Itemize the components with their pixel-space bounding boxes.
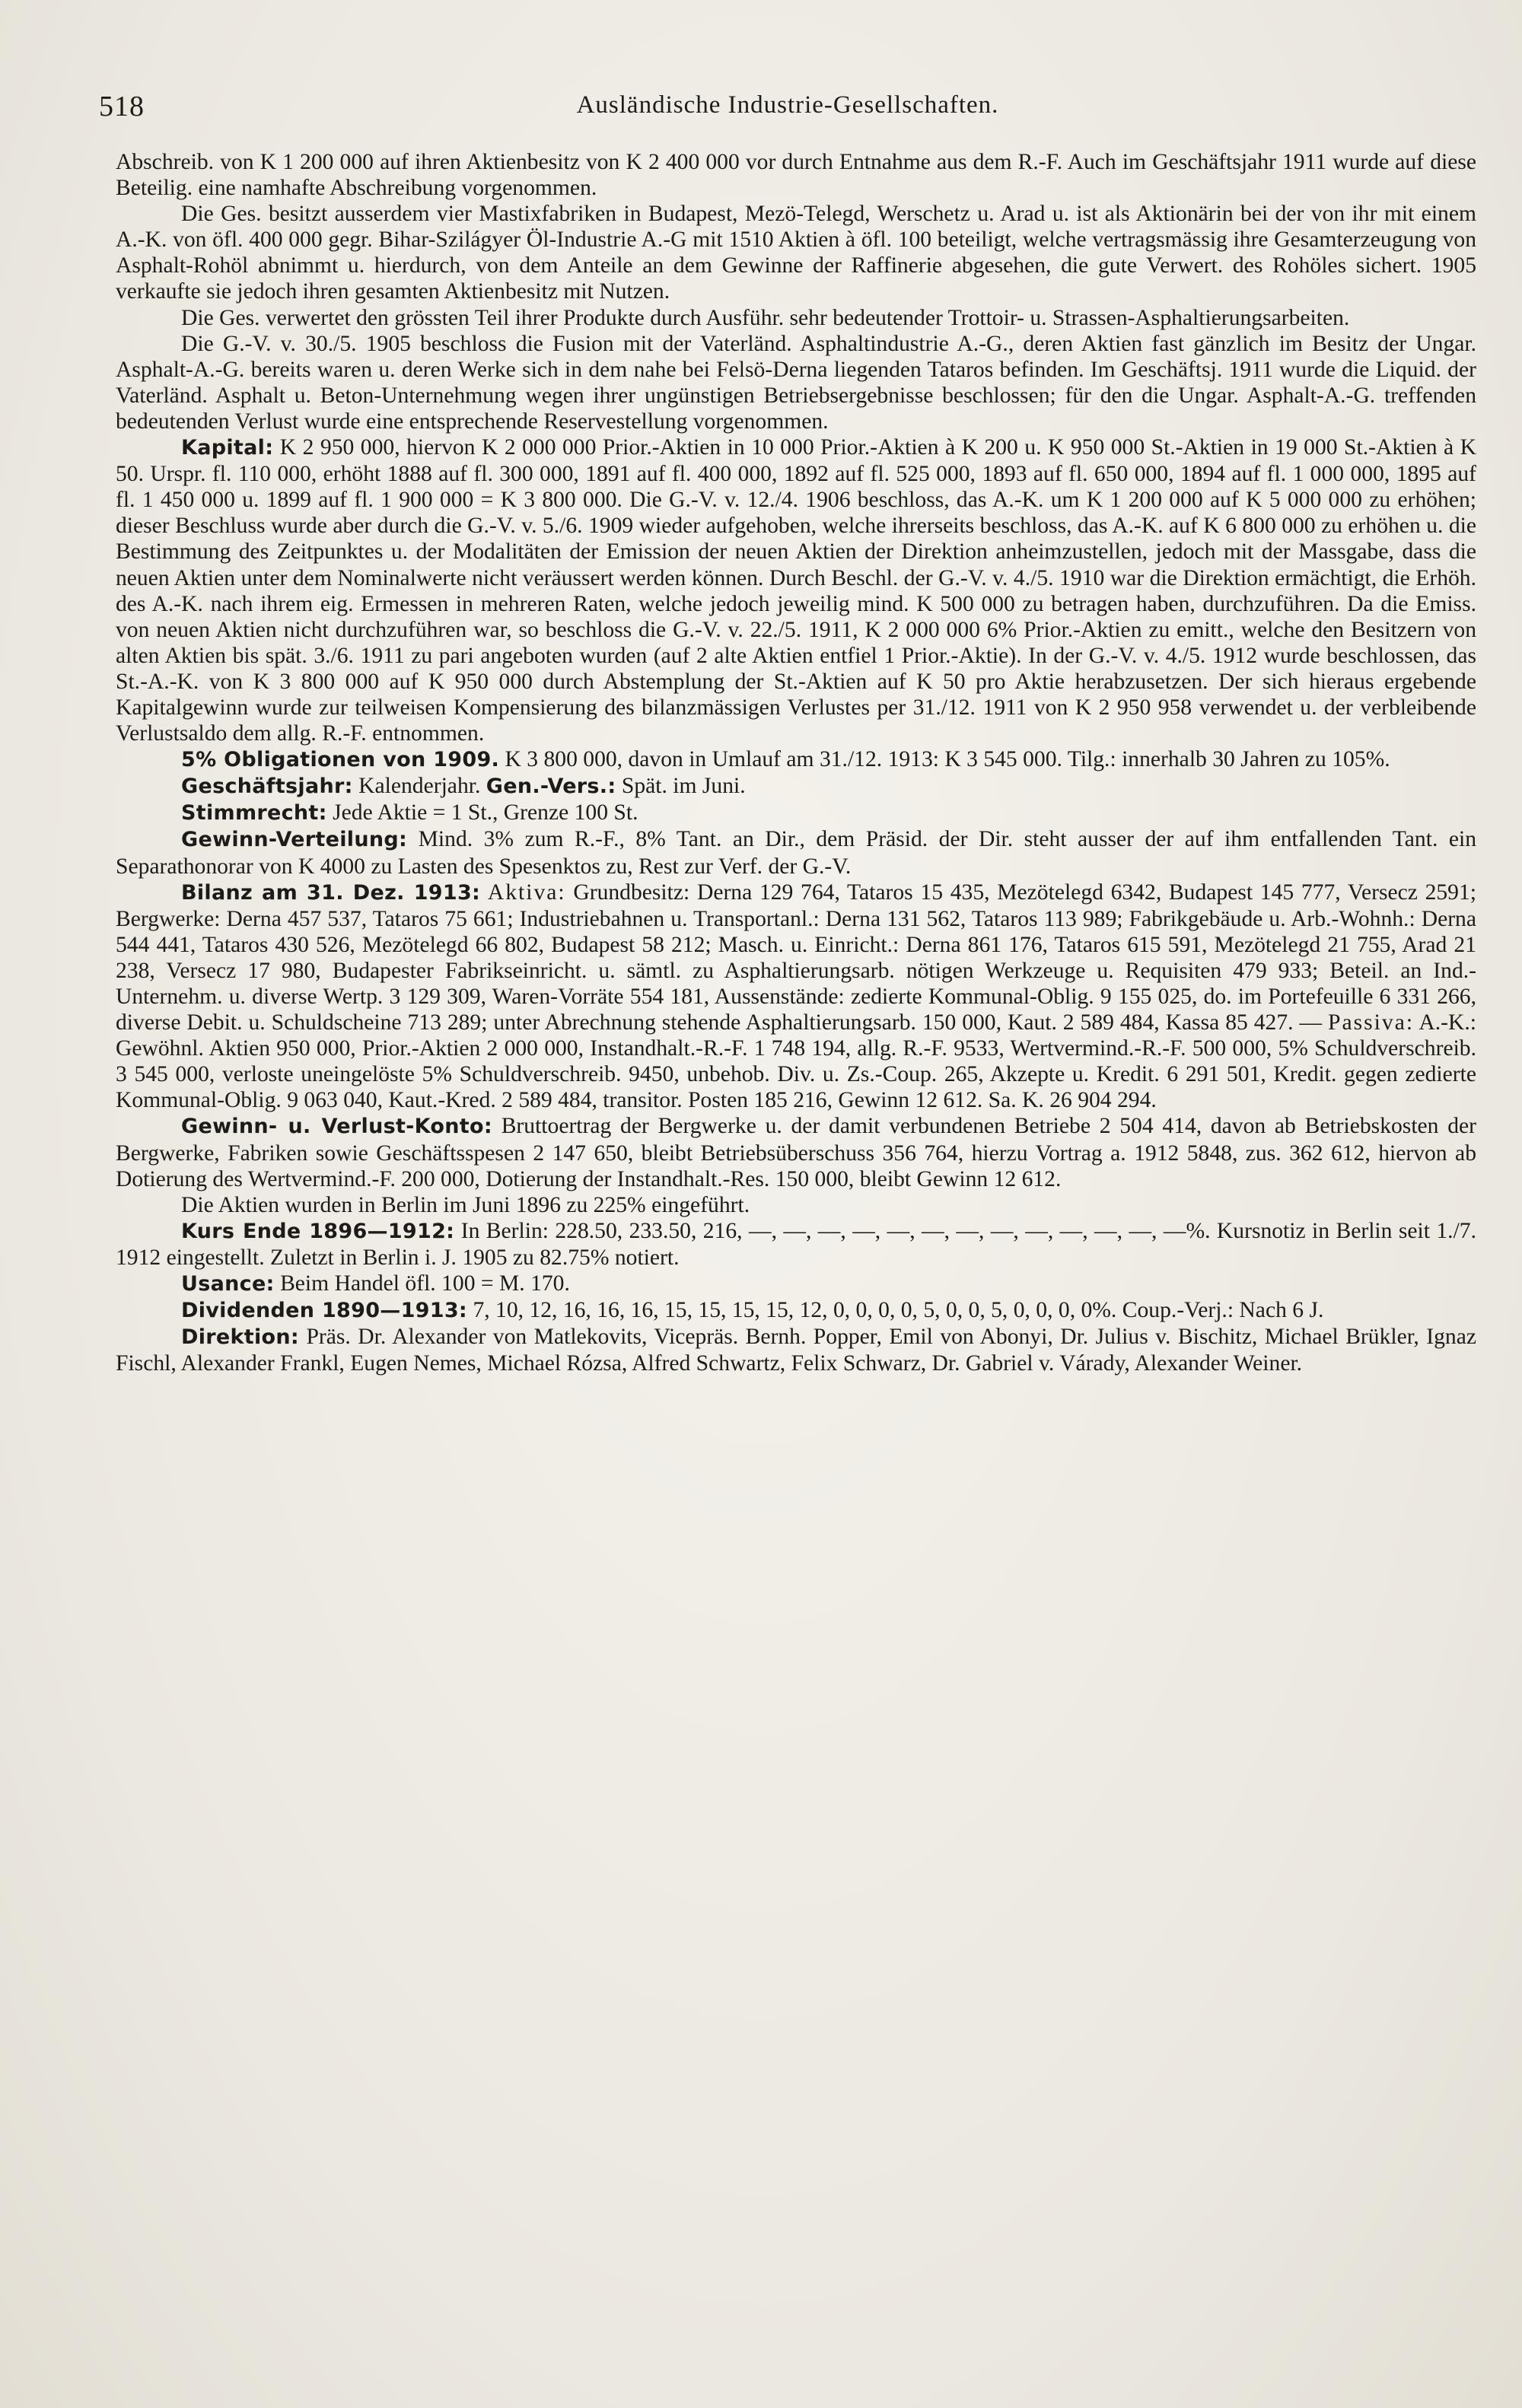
obligationen-text: K 3 800 000, davon in Umlauf am 31./12. 1913: K 3 545 000. Tilg.: innerhalb 30 Jahren zu 105%.	[505, 747, 1390, 772]
kapital-text: K 2 950 000, hiervon K 2 000 000 Prior.-Aktien in 10 000 Prior.-Aktien à K 200 u. K 950 000 St.-Aktien in 19 000 St.-Aktien à K 50. Urspr. fl. 110 000, erhöht 1888 auf fl. 300 000, 1891 auf fl. 400 000, 1892 auf fl. 525 000, 1893 auf fl. 650 000, 1894 auf fl. 1 000 000, 1895 auf fl. 1 450 000 u. 1899 auf fl. 1 900 000 = K 3 800 000. Die G.-V. v. 12./4. 1906 beschloss, das A.-K. um K 1 200 000 auf K 5 000 000 zu erhöhen; dieser Beschluss wurde aber durch die G.-V. v. 5./6. 1909 wieder aufgehoben, welche ihrerseits beschloss, das A.-K. auf K 6 800 000 zu erhöhen u. die Bestimmung des Zeitpunktes u. der Modalitäten der Emission der neuen Aktien der Direktion anheimzustellen, jedoch mit der Massgabe, dass die neuen Aktien unter dem Nominalwerte nicht veräussert werden können. Durch Beschl. der G.-V. v. 4./5. 1910 war die Direktion ermächtigt, die Erhöh. des A.-K. nach ihrem eig. Ermessen in mehreren Raten, welche jedoch jeweilig mind. K 500 000 zu betragen haben, durchzuführen. Da die Emiss. von neuen Aktien nicht durchzuführen war, so beschloss die G.-V. v. 22./5. 1911, K 2 000 000 6% Prior.-Aktien zu emitt., welche den Besitzern von alten Aktien bis spät. 3./6. 1911 zu pari angeboten wurden (auf 2 alte Aktien entfiel 1 Prior.-Aktie). In der G.-V. v. 4./5. 1912 wurde beschlossen, das St.-A.-K. von K 3 800 000 auf K 950 000 durch Abstemplung der St.-Aktien auf K 50 pro Aktie herabzusetzen. Der sich hieraus ergebende Kapitalgewinn wurde zur teilweisen Kompensierung des bilanzmässigen Verlustes per 31./12. 1911 von K 2 950 958 verwendet u. der verbleibende Verlustsaldo dem allg. R.-F. entnommen.	[116, 435, 1476, 746]
section-gewinn-verteilung	[116, 826, 1476, 879]
gewinn-verlust-text: Bruttoertrag der Bergwerke u. der damit verbundenen Betriebe 2 504 414, davon ab Betriebskosten der Bergwerke, Fabriken sowie Geschäftsspesen 2 147 650, bleibt Betriebsüberschuss 356 764, hierzu Vortrag a. 1912 5848, zus. 362 612, hiervon ab Dotierung des Wertvermind.-F. 200 000, Dotierung der Instandhalt.-Res. 150 000, bleibt Gewinn 12 612.	[116, 1114, 1476, 1191]
paragraph-mastixfabriken: Die Ges. besitzt ausserdem vier Mastixfabriken in Budapest, Mezö-Telegd, Werschetz u. Arad u. ist als Aktionärin bei der von ihr mit einem A.-K. von öfl. 400 000 gegr. Bihar-Szilágyer Öl-Industrie A.-G mit 1510 Aktien à öfl. 100 beteiligt, welche vertragsmässig ihre Gesamterzeugung von Asphalt-Rohöl abnimmt u. hierdurch, von dem Anteile an dem Gewinne der Raffinerie abgesehen, die gute Verwert. des Rohöles sichert. 1905 verkaufte sie jedoch ihren gesamten Aktienbesitz mit Nutzen.	[116, 202, 1476, 304]
section-kurse	[116, 1218, 1476, 1271]
geschaeftsjahr-text: Kalenderjahr.	[358, 774, 481, 799]
genvers-label: Gen.-Vers.:	[486, 775, 616, 799]
page-number: 518	[99, 91, 145, 122]
direktion-label: Direktion:	[181, 1325, 299, 1350]
section-dividenden	[116, 1297, 1476, 1324]
paragraph-abschreibung: Abschreib. von K 1 200 000 auf ihren Aktienbesitz von K 2 400 000 vor durch Entnahme aus dem R.-F. Auch im Geschäftsjahr 1911 wurde auf diese Beteilig. eine namhafte Abschreibung vorgenommen.	[116, 150, 1476, 201]
dividenden-text: 7, 10, 12, 16, 16, 16, 15, 15, 15, 15, 12, 0, 0, 0, 0, 5, 0, 0, 5, 0, 0, 0, 0%. Coup.-Verj.: Nach 6 J.	[473, 1298, 1324, 1323]
usance-label: Usance:	[181, 1272, 275, 1296]
stimmrecht-label: Stimmrecht:	[181, 801, 327, 825]
kapital-label: Kapital:	[181, 436, 274, 460]
passiva-word: Passiva:	[1328, 1010, 1415, 1035]
section-obligationen	[116, 746, 1476, 773]
section-stimmrecht	[116, 800, 1476, 826]
paragraph-berlin-einfuehrung: Die Aktien wurden in Berlin im Juni 1896 zu 225% eingeführt.	[181, 1192, 750, 1217]
stimmrecht-text: Jede Aktie = 1 St., Grenze 100 St.	[333, 800, 638, 825]
usance-text: Beim Handel öfl. 100 = M. 170.	[280, 1271, 570, 1296]
gewinn-verteilung-label: Gewinn-Verteilung:	[181, 828, 408, 852]
section-direktion	[116, 1324, 1476, 1376]
main-text	[116, 149, 1476, 1376]
kurse-text: In Berlin: 228.50, 233.50, 216, —, —, —, —, —, —, —, —, —, —, —, —, —%. Kursnotiz in Berlin seit 1./7. 1912 eingestellt. Zuletzt in Berlin i. J. 1905 zu 82.75% notiert.	[116, 1218, 1476, 1270]
section-usance	[116, 1271, 1476, 1297]
direktion-text: Präs. Dr. Alexander von Matlekovits, Vicepräs. Bernh. Popper, Emil von Abonyi, Dr. Julius v. Bischitz, Michael Brükler, Ignaz Fischl, Alexander Frankl, Eugen Nemes, Michael Rózsa, Alfred Schwartz, Felix Schwarz, Dr. Gabriel v. Várady, Alexander Weiner.	[116, 1325, 1476, 1376]
section-kapital	[116, 434, 1476, 746]
paragraph-fusion: Die G.-V. v. 30./5. 1905 beschloss die Fusion mit der Vaterländ. Asphaltindustrie A.-G., deren Aktien fast gänzlich im Besitz der Ungar. Asphalt-A.-G. bereits waren u. deren Werke sich in dem nahe bei Felsö-Derna liegenden Tataros befinden. Im Geschäftsj. 1911 wurde die Liquid. der Vaterländ. Asphalt u. Beton-Unternehmung wegen ihrer ungünstigen Betriebsergebnisse beschlossen; für den die Ungar. Asphalt-A.-G. treffenden bedeutenden Verlust wurde eine entsprechende Reservestellung vorgenommen.	[116, 331, 1476, 434]
paragraph-verwertung: Die Ges. verwertet den grössten Teil ihrer Produkte durch Ausführ. sehr bedeutender Trottoir- u. Strassen-Asphaltierungsarbeiten.	[181, 305, 1350, 330]
kurse-label: Kurs Ende 1896—1912:	[181, 1219, 455, 1243]
section-geschaeftsjahr	[116, 773, 1476, 800]
running-title: Ausländische Industrie-Gesellschaften.	[576, 91, 999, 119]
dividenden-label: Dividenden 1890—1913:	[181, 1299, 468, 1323]
section-bilanz	[116, 880, 1476, 1114]
aktiva-word: Aktiva:	[487, 880, 566, 905]
gewinn-verlust-label: Gewinn- u. Verlust-Konto:	[181, 1115, 492, 1139]
bilanz-aktiva-text: Grundbesitz: Derna 129 764, Tataros 15 435, Mezötelegd 6342, Budapest 145 777, Versecz 2591; Bergwerke: Derna 457 537, Tataros 75 661; Industriebahnen u. Transportanl.: Derna 131 562, Tataros 113 989; Fabrikgebäude u. Arb.-Wohnh.: Derna 544 441, Tataros 430 526, Mezötelegd 66 802, Budapest 58 212; Masch. u. Einricht.: Derna 861 176, Tataros 615 591, Mezötelegd 21 755, Arad 21 238, Versecz 17 980, Budapester Fabrikseinricht. u. sämtl. zu Asphaltierungsarb. nötigen Werkzeuge u. Requisiten 479 933; Beteil. an Ind.-Unternehm. u. diverse Wertp. 3 129 309, Waren-Vorräte 554 181, Aussenstände: zedierte Kommunal-Oblig. 9 155 025, do. im Portefeuille 6 331 266, diverse Debit. u. Schuldscheine 713 289; unter Abrechnung stehende Asphaltierungsarb. 150 000, Kaut. 2 589 484, Kassa 85 427. —	[116, 880, 1476, 1035]
genvers-text: Spät. im Juni.	[621, 774, 746, 799]
section-gewinn-verlust	[116, 1113, 1476, 1191]
geschaeftsjahr-label: Geschäftsjahr:	[181, 775, 353, 799]
obligationen-label: 5% Obligationen von 1909.	[181, 748, 500, 772]
gewinn-verteilung-text: Mind. 3% zum R.-F., 8% Tant. an Dir., dem Präsid. der Dir. steht ausser der auf ihm entfallenden Tant. ein Separathonorar von K 4000 zu Lasten des Spesenktos zu, Rest zur Verf. der G.-V.	[116, 827, 1476, 879]
bilanz-label: Bilanz am 31. Dez. 1913:	[181, 880, 481, 905]
bilanz-passiva-text: A.-K.: Gewöhnl. Aktien 950 000, Prior.-Aktien 2 000 000, Instandhalt.-R.-F. 1 748 194, allg. R.-F. 9533, Wertvermind.-R.-F. 500 000, 5% Schuldverschreib. 3 545 000, verloste uneingelöste 5% Schuldverschreib. 9450, unbehob. Div. u. Zs.-Coup. 265, Akzepte u. Kredit. 6 291 501, Kredit. gegen zedierte Kommunal-Oblig. 9 063 040, Kaut.-Kred. 2 589 484, transitor. Posten 185 216, Gewinn 12 612. Sa. K. 26 904 294.	[116, 1010, 1476, 1113]
page-header	[99, 90, 1476, 128]
